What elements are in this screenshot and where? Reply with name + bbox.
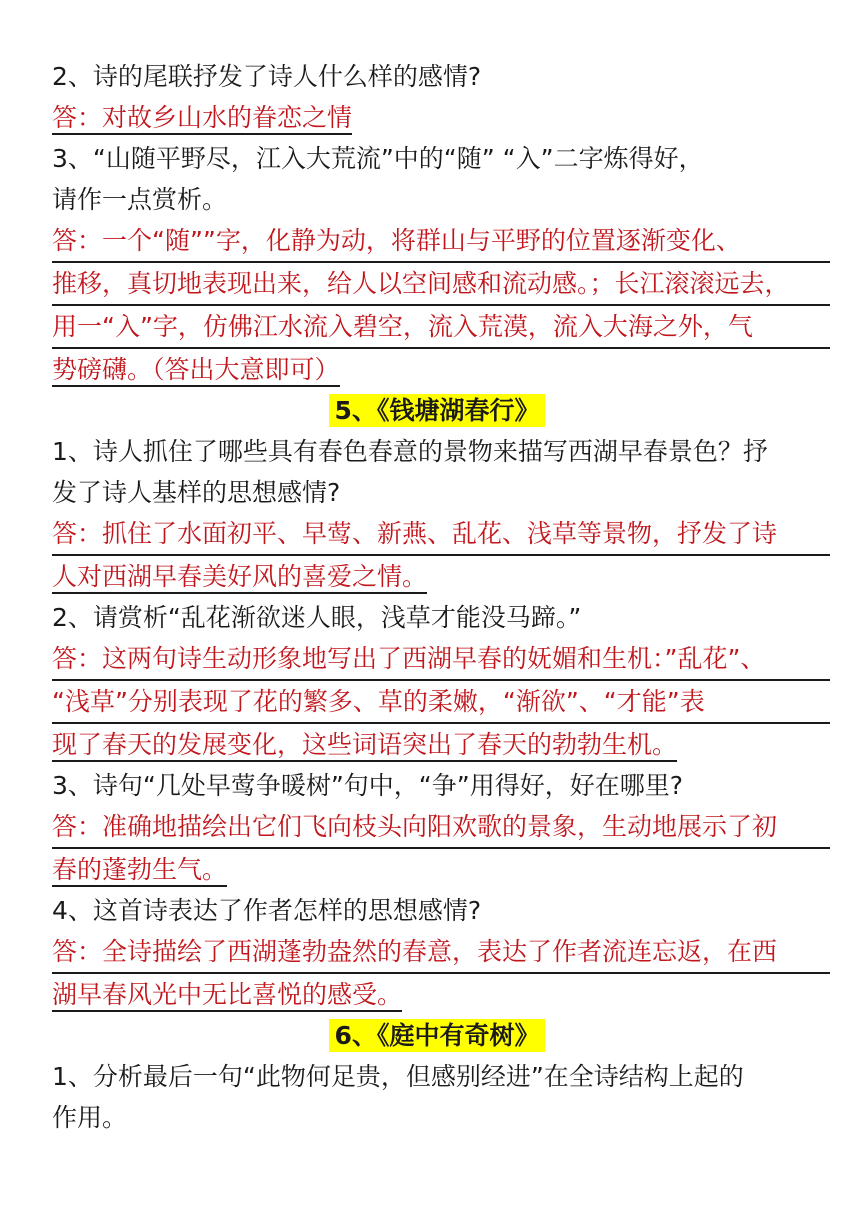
document-page <box>52 56 822 1138</box>
question-line: 4、这首诗表达了作者怎样的思想感情? <box>52 896 482 925</box>
answer-line <box>52 349 822 390</box>
question-line: 2、请赏析“乱花渐欲迷人眼，浅草才能没马蹄。” <box>52 603 582 632</box>
answer-line: 答：这两句诗生动形象地写出了西湖早春的妩媚和生机：”乱花”、 <box>52 638 830 681</box>
answer-text: 势磅礴。（答出大意即可） <box>52 355 340 387</box>
answer-text: 湖早春风光中无比喜悦的感受。 <box>52 980 402 1012</box>
heading-text: 5、《钱塘湖春行》 <box>329 394 546 427</box>
answer-line <box>52 849 822 890</box>
answer-line: 答：全诗描绘了西湖蓬勃盎然的春意，表达了作者流连忘返，在西 <box>52 931 830 974</box>
question-line: 1、诗人抓住了哪些具有春色春意的景物来描写西湖早春景色？抒 <box>52 437 768 466</box>
question-line: 3、诗句“几处早莺争暖树”句中，“争”用得好，好在哪里? <box>52 771 683 800</box>
question-line: 3、“山随平野尽，江入大荒流”中的“随” “入”二字炼得好， <box>52 144 704 173</box>
answer-line: 用一“入”字，仿佛江水流入碧空，流入荒漠，流入大海之外，气 <box>52 306 830 349</box>
answer-line: 答：准确地描绘出它们飞向枝头向阳欢歌的景象，生动地展示了初 <box>52 806 830 849</box>
answer-text: 答：对故乡山水的眷恋之情 <box>52 103 352 135</box>
answer-line <box>52 556 822 597</box>
answer-line: 答：抓住了水面初平、早莺、新燕、乱花、浅草等景物，抒发了诗 <box>52 513 830 556</box>
answer-line <box>52 724 822 765</box>
answer-line: 答：一个“随””字，化静为动，将群山与平野的位置逐渐变化、 <box>52 220 830 263</box>
question-line: 2、诗的尾联抒发了诗人什么样的感情? <box>52 62 482 91</box>
section-heading <box>52 390 822 431</box>
question-line: 1、分析最后一句“此物何足贵，但感别经进”在全诗结构上起的 <box>52 1062 744 1091</box>
question-line: 发了诗人基样的思想感情? <box>52 478 341 507</box>
answer-text: 春的蓬勃生气。 <box>52 855 227 887</box>
heading-text: 6、《庭中有奇树》 <box>329 1019 546 1052</box>
question-line: 请作一点赏析。 <box>52 185 228 214</box>
answer-line: 推移，真切地表现出来，给人以空间感和流动感。；长江滚滚远去， <box>52 263 830 306</box>
answer-line: “浅草”分别表现了花的繁多、草的柔嫩，“渐欲”、“才能”表 <box>52 681 830 724</box>
section-heading <box>52 1015 822 1056</box>
answer-text: 人对西湖早春美好风的喜爱之情。 <box>52 562 427 594</box>
answer-line <box>52 974 822 1015</box>
answer-line <box>52 97 822 138</box>
answer-text: 现了春天的发展变化，这些词语突出了春天的勃勃生机。 <box>52 730 677 762</box>
question-line: 作用。 <box>52 1103 128 1132</box>
